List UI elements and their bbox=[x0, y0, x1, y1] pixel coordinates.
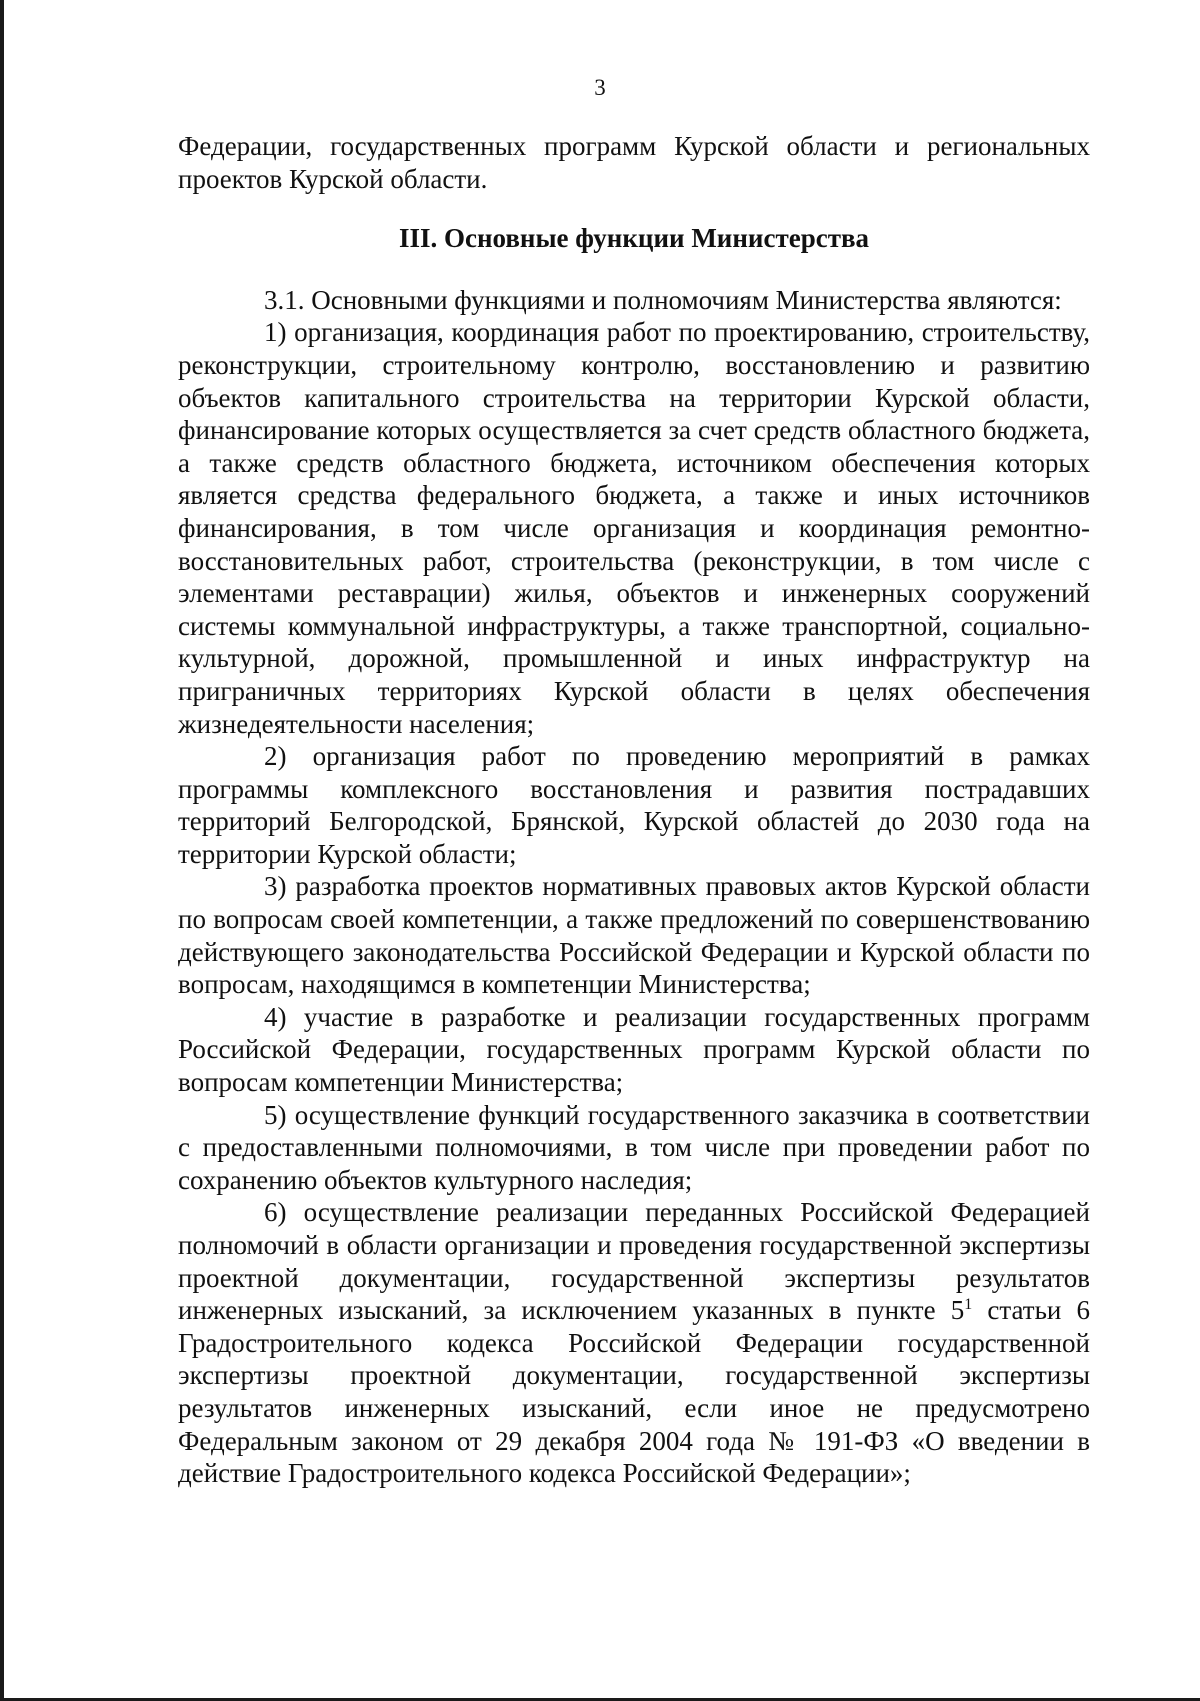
list-item-5: 5) осуществление функций государственного заказчика в соответствии с предоставленными полномочиями, в том числе при проведении работ по сохранению объектов культурного наследия; bbox=[178, 1099, 1090, 1195]
scan-left-edge bbox=[0, 0, 4, 1701]
intro-paragraph: Федерации, государственных программ Курской области и региональных проектов Курской области. bbox=[178, 131, 1090, 194]
superscript: 1 bbox=[964, 1296, 973, 1314]
list-item-4: 4) участие в разработке и реализации государственных программ Российской Федерации, государственных программ Курской области по вопросам компетенции Министерства; bbox=[178, 1001, 1090, 1098]
list-item-3: 3) разработка проектов нормативных правовых актов Курской области по вопросам своей компетенции, а также предложений по совершенствованию действующего законодательства Российской Федерации и Курской области по вопросам, находящимся в компетенции Министерства; bbox=[178, 871, 1090, 1000]
section-intro: 3.1. Основными функциями и полномочиям Министерства являются: bbox=[264, 284, 1062, 315]
list-item-6-text-end: статьи 6 Градостроительного кодекса Российской Федерации государственной экспертизы проектной документации, государственной экспертизы результатов инженерных изысканий, если иное не предусмотрено Федеральным законом от 29 декабря 2004 года № 191-ФЗ «О введении в действие Градостроительного кодекса Российской Федерации»; bbox=[178, 1295, 1090, 1489]
section-heading: III. Основные функции Министерства bbox=[398, 223, 870, 254]
list-item-6 bbox=[178, 1196, 1090, 1489]
document-body bbox=[178, 130, 1090, 1490]
list-item-2: 2) организация работ по проведению мероприятий в рамках программы комплексного восстановления и развития пострадавших территорий Белгородской, Брянской, Курской областей до 2030 года на территории Курской области; bbox=[178, 741, 1090, 869]
list-item-6-text-start: 6) осуществление реализации переданных Российской Федерацией полномочий в области организации и проведения государственной экспертизы проектной документации, государственной экспертизы результатов инженерных изысканий, за исключением указанных в пункте 5 bbox=[178, 1197, 1090, 1326]
list-item-1: 1) организация, координация работ по проектированию, строительству, реконструкции, строительному контролю, восстановлению и развитию объектов капитального строительства на территории Курской области, финансирование которых осуществляется за счет средств областного бюджета, а также средств областного бюджета, источником обеспечения которых является средства федерального бюджета, а также и иных источников финансирования, в том числе организация и координация ремонтно-восстановительных работ, строительства (реконструкции, в том числе с элементами реставрации) жилья, объектов и инженерных сооружений системы коммунальной инфраструктуры, а также транспортной, социально-культурной, дорожной, промышленной и иных инфраструктур на приграничных территориях Курской области в целях обеспечения жизнедеятельности населения; bbox=[178, 317, 1090, 739]
page-number: 3 bbox=[594, 75, 606, 100]
